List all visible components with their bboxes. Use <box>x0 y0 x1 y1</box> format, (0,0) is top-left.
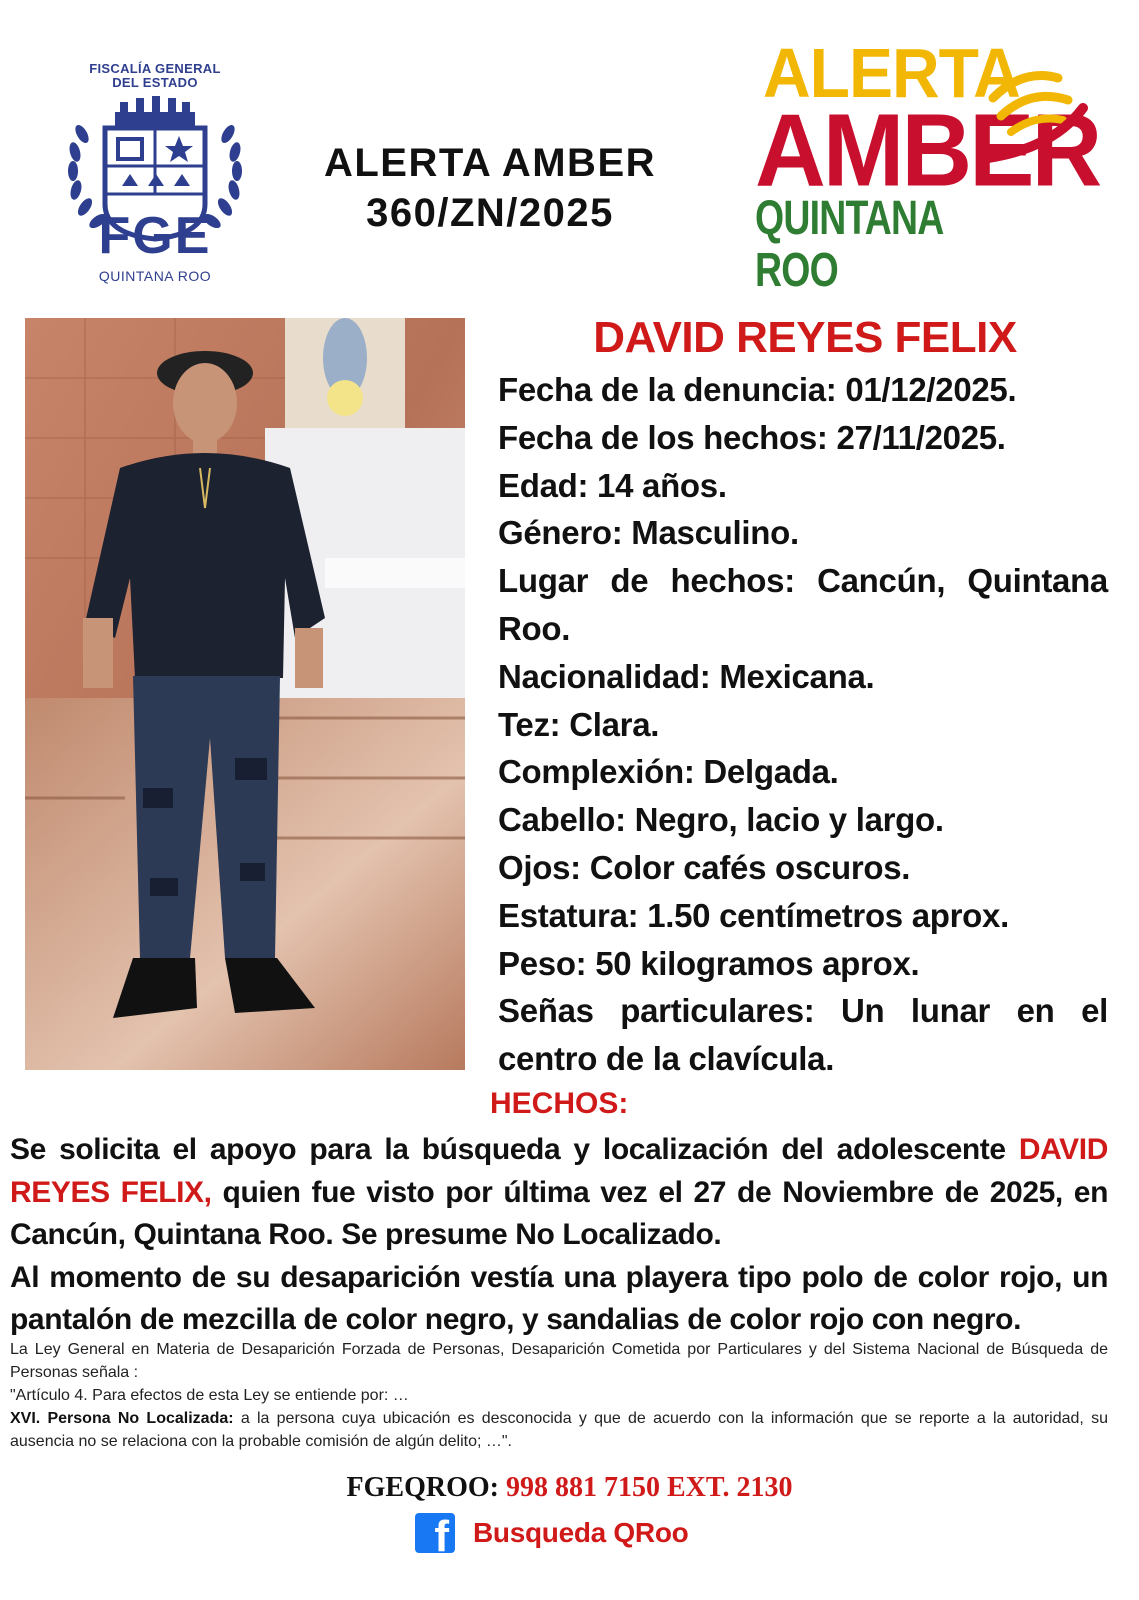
fge-top-text-2: DEL ESTADO <box>112 75 198 90</box>
detail-marks: Señas particulares: Un lunar en el centro de la clavícula. <box>498 992 1108 1078</box>
legal-term: XVI. Persona No Localizada: <box>10 1410 234 1427</box>
amber-logo-word-alerta: ALERTA <box>763 34 1020 112</box>
facebook-link[interactable] <box>415 1512 688 1554</box>
detail-location: Lugar de hechos: Cancún, Quintana Roo. <box>498 562 1108 647</box>
alarm-waves-icon <box>983 58 1103 198</box>
fge-top-text-1: FISCALÍA GENERAL <box>89 61 221 76</box>
contact-phone-number: 998 881 7150 EXT. 2130 <box>498 1472 793 1503</box>
contact-phone <box>0 1470 1139 1506</box>
detail-complexion-skin: Tez: Clara. <box>498 705 660 743</box>
legal-definition <box>10 1407 1108 1453</box>
detail-gender: Género: Masculino. <box>498 514 799 552</box>
facts-p1-b: quien fue visto por última vez el 27 de Noviembre de 2025, en Cancún, Quintana Roo. Se presume No Localizado. <box>10 1175 1108 1251</box>
missing-person-name: DAVID REYES FELIX <box>593 313 1017 362</box>
contact-label: FGEQROO: <box>346 1472 499 1503</box>
legal-definition-text: a la persona cuya ubicación es desconocida y que de acuerdo con la información que se reporte a la autoridad, su ausencia no se relaciona con la probable comisión de algún delito; …". <box>10 1410 1108 1450</box>
detail-age: Edad: 14 años. <box>498 466 727 504</box>
amber-logo-word-qroo: QUINTANA ROO <box>755 192 943 297</box>
fge-logo <box>55 62 255 292</box>
legal-line-1: La Ley General en Materia de Desaparición Forzada de Personas, Desaparición Cometida por Particulares y del Sistema Nacional de Búsqueda de Personas señala : <box>10 1341 1108 1381</box>
amber-logo-word-amber: AMBER <box>755 92 1100 208</box>
alert-title-line1: ALERTA AMBER <box>323 141 657 185</box>
detail-weight: Peso: 50 kilogramos aprox. <box>498 944 920 982</box>
alert-number: 360/ZN/2025 <box>366 191 614 235</box>
fge-bottom-text: QUINTANA ROO <box>98 268 212 284</box>
detail-hair: Cabello: Negro, lacio y largo. <box>498 801 944 839</box>
facts-paragraph-1 <box>10 1129 1108 1257</box>
detail-nationality: Nacionalidad: Mexicana. <box>498 657 875 695</box>
legal-line-2: "Artículo 4. Para efectos de esta Ley se entiende por: … <box>10 1387 409 1404</box>
detail-eyes: Ojos: Color cafés oscuros. <box>498 848 911 886</box>
facts-section <box>10 1129 1108 1342</box>
missing-person-photo <box>25 318 465 1070</box>
detail-height: Estatura: 1.50 centímetros aprox. <box>498 896 1009 934</box>
fge-letters: FGE <box>98 207 212 265</box>
facebook-icon: f <box>415 1513 455 1553</box>
facebook-page-label: Busqueda QRoo <box>473 1517 689 1548</box>
detail-report-date: Fecha de la denuncia: 01/12/2025. <box>498 371 1017 408</box>
detail-build: Complexión: Delgada. <box>498 753 839 791</box>
detail-event-date: Fecha de los hechos: 27/11/2025. <box>498 418 1006 456</box>
alerta-amber-logo <box>755 34 1100 297</box>
legal-text <box>10 1338 1108 1453</box>
facts-p1-name: DAVID REYES FELIX, <box>10 1133 1108 1209</box>
hechos-heading: HECHOS: <box>490 1087 629 1120</box>
person-details-list <box>498 366 1108 1083</box>
facts-p1-a: Se solicita el apoyo para la búsqueda y localización del adolescente <box>10 1133 1019 1166</box>
facts-paragraph-2: Al momento de su desaparición vestía una playera tipo polo de color rojo, un pantalón de mezcilla de color negro, y sandalias de color rojo con negro. <box>10 1260 1108 1336</box>
alert-title <box>300 138 680 238</box>
